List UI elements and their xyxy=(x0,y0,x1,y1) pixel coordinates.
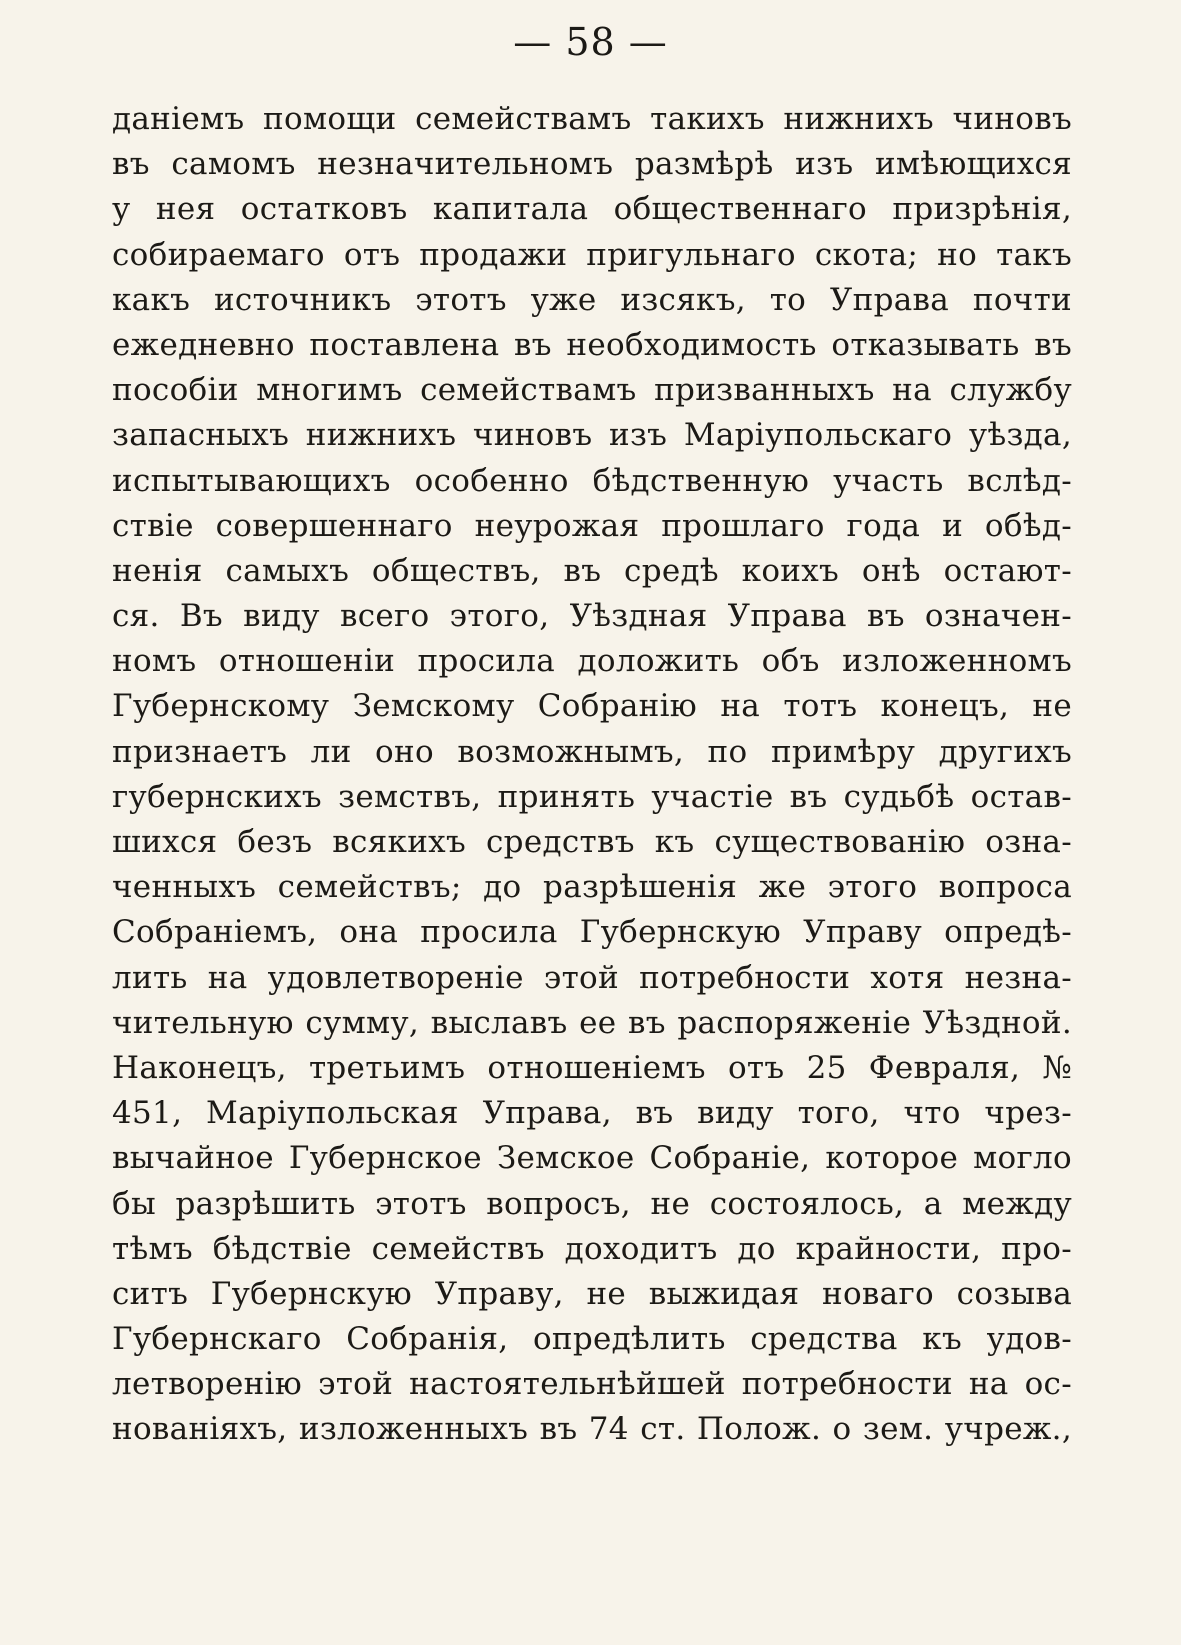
text-line: губернскихъ земствъ, принять участіе въ судьбѣ остав- xyxy=(112,778,1072,815)
text-line: даніемъ помощи семействамъ такихъ нижнихъ чиновъ xyxy=(112,101,1072,137)
text-line: лить на удовлетвореніе этой потребности хотя незна- xyxy=(112,959,1072,996)
text-line: ченныхъ семействъ; до разрѣшенія же этого вопроса xyxy=(112,869,1072,906)
text-line: бы разрѣшить этотъ вопросъ, не состоялось, а между xyxy=(112,1185,1072,1222)
text-line: признаетъ ли оно возможнымъ, по примѣру другихъ xyxy=(112,733,1072,770)
text-line: вычайное Губернское Земское Собраніе, которое могло xyxy=(112,1140,1072,1177)
text-line: пособіи многимъ семействамъ призванныхъ на службу xyxy=(112,372,1072,409)
text-line: собираемаго отъ продажи пригульнаго скота; но такъ xyxy=(112,236,1072,273)
text-line: 451, Маріупольская Управа, въ виду того, что чрез- xyxy=(112,1095,1072,1132)
text-line: ежедневно поставлена въ необходимость отказывать въ xyxy=(112,326,1072,363)
text-line: Губернскаго Собранія, опредѣлить средства къ удов- xyxy=(112,1321,1072,1358)
text-line: запасныхъ нижнихъ чиновъ изъ Маріупольскаго уѣзда, xyxy=(112,417,1072,454)
text-line: какъ источникъ этотъ уже изсякъ, то Управа почти xyxy=(112,281,1072,318)
text-line: нованіяхъ, изложенныхъ въ 74 ст. Полож. о зем. учреж., xyxy=(112,1411,1072,1448)
text-line: ся. Въ виду всего этого, Уѣздная Управа въ означен- xyxy=(112,598,1072,635)
text-line: тѣмъ бѣдствіе семействъ доходитъ до крайности, про- xyxy=(112,1230,1072,1267)
text-line: ситъ Губернскую Управу, не выжидая новаго созыва xyxy=(112,1275,1072,1312)
text-line: номъ отношеніи просила доложить объ изложенномъ xyxy=(112,643,1072,680)
text-line: ствіе совершеннаго неурожая прошлаго года и обѣд- xyxy=(112,507,1072,544)
text-line: ненія самыхъ обществъ, въ средѣ коихъ онѣ остают- xyxy=(112,552,1072,589)
text-line: летворенію этой настоятельнѣйшей потребности на ос- xyxy=(112,1366,1072,1403)
text-line: испытывающихъ особенно бѣдственную участь вслѣд- xyxy=(112,462,1072,499)
text-line: Собраніемъ, она просила Губернскую Управу опредѣ- xyxy=(112,914,1072,951)
text-line: Губернскому Земскому Собранію на тотъ конецъ, не xyxy=(112,688,1072,725)
page-number: — 58 — xyxy=(513,20,668,64)
text-line: Наконецъ, третьимъ отношеніемъ отъ 25 Февраля, № xyxy=(112,1049,1072,1086)
text-line: чительную сумму, выславъ ее въ распоряженіе Уѣздной. xyxy=(112,1004,1072,1041)
body-text xyxy=(112,97,1072,1453)
text-line: въ самомъ незначительномъ размѣрѣ изъ имѣющихся xyxy=(112,146,1072,183)
text-line: шихся безъ всякихъ средствъ къ существованію озна- xyxy=(112,824,1072,860)
text-line: у нея остатковъ капитала общественнаго призрѣнія, xyxy=(112,191,1072,228)
